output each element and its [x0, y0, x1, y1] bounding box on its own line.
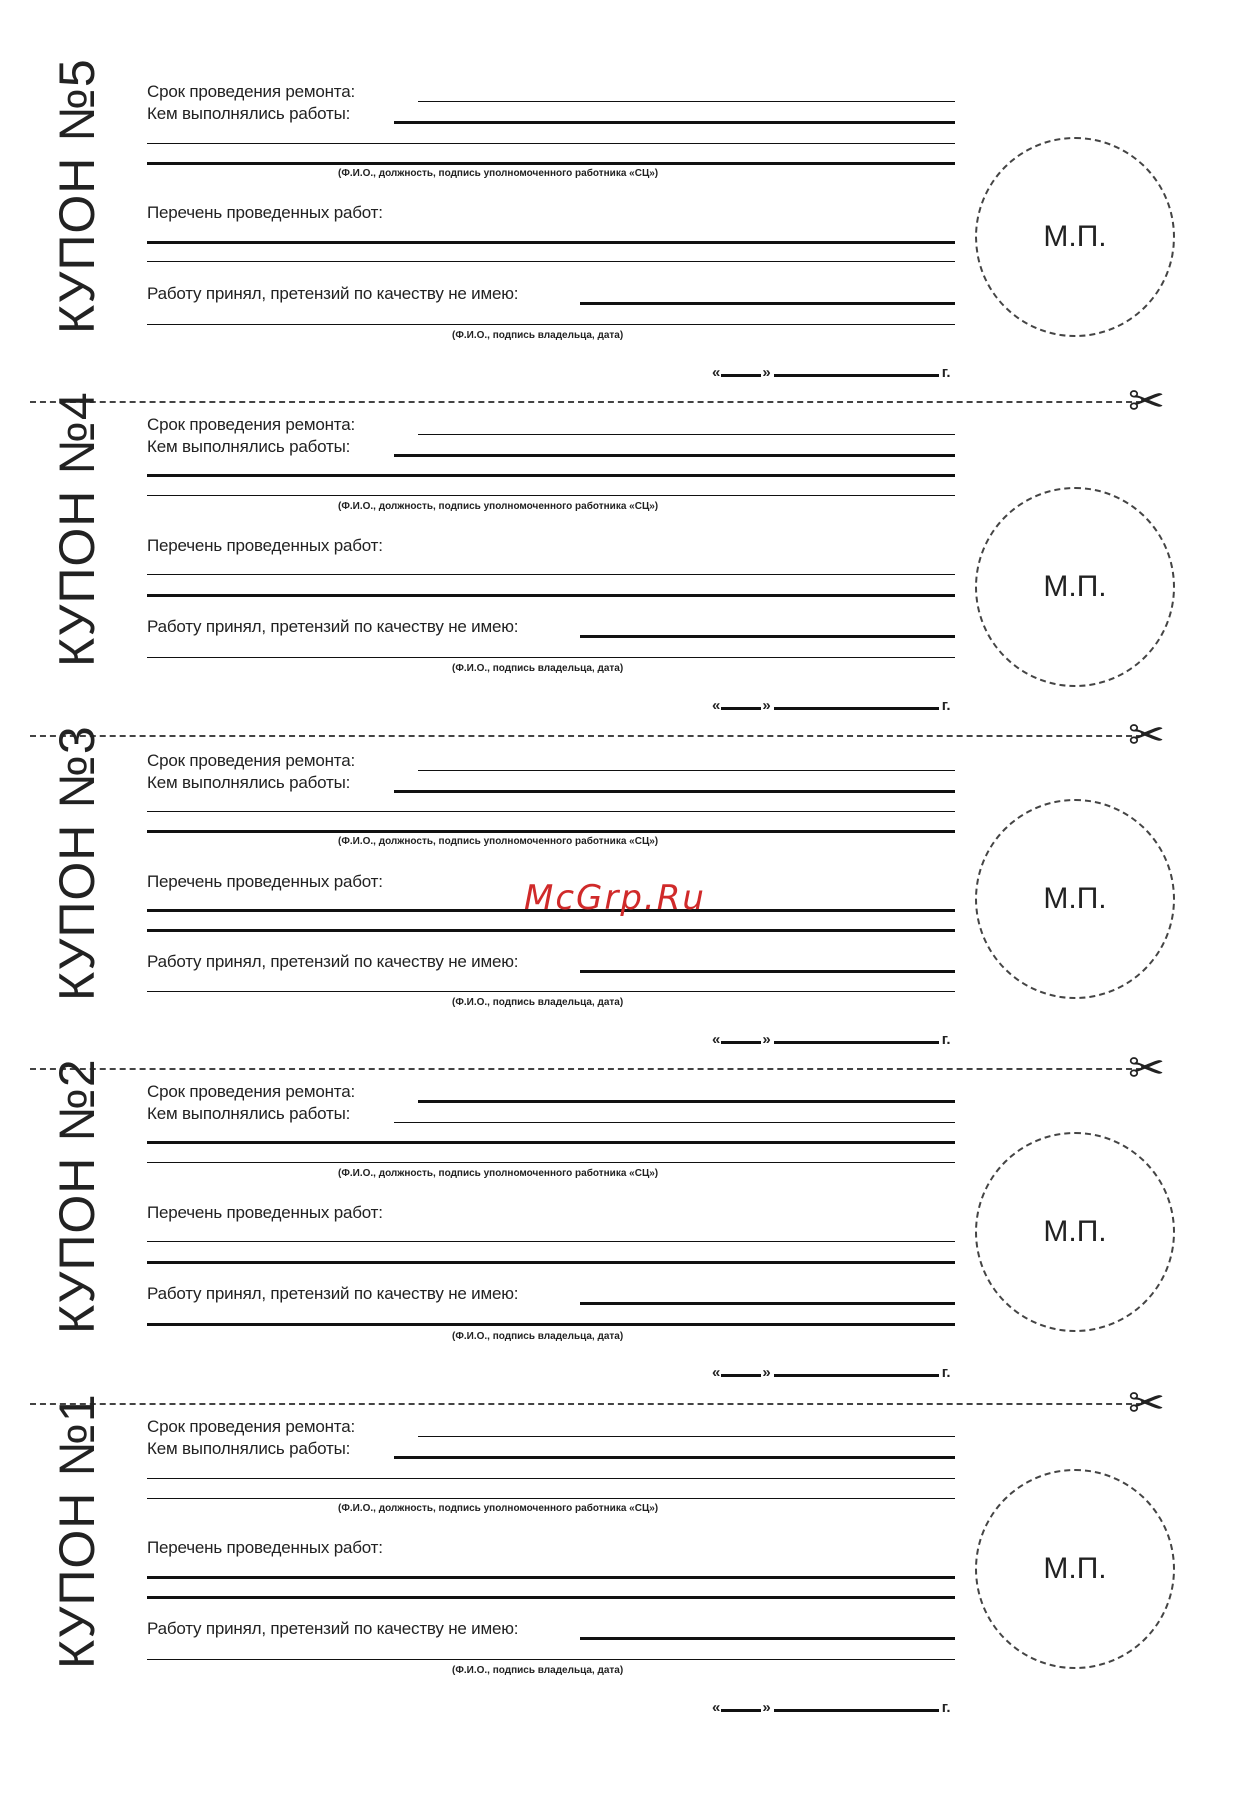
repair-period-label: Срок проведения ремонта:	[147, 415, 355, 434]
day-blank[interactable]	[721, 1362, 761, 1377]
works-list-label: Перечень проведенных работ:	[147, 203, 383, 222]
day-blank[interactable]	[721, 362, 761, 377]
repair-period-label: Срок проведения ремонта:	[147, 751, 355, 770]
day-blank[interactable]	[721, 695, 761, 710]
owner-caption: (Ф.И.О., подпись владельца, дата)	[452, 330, 624, 341]
repair-period-line[interactable]	[418, 1436, 955, 1437]
accepted-label: Работу принял, претензий по качеству не имею:	[147, 952, 519, 971]
seal-placeholder	[975, 487, 1175, 687]
date-field[interactable]	[712, 1029, 951, 1048]
owner-line[interactable]	[147, 1323, 955, 1326]
performer-line[interactable]	[394, 121, 955, 124]
year-suffix: г.	[941, 1031, 951, 1048]
accepted-line[interactable]	[580, 302, 955, 305]
date-field[interactable]	[712, 695, 951, 714]
works-line-1[interactable]	[147, 1576, 955, 1579]
owner-line[interactable]	[147, 657, 955, 658]
owner-caption: (Ф.И.О., подпись владельца, дата)	[452, 997, 624, 1008]
works-list-label: Перечень проведенных работ:	[147, 1203, 383, 1222]
month-year-blank[interactable]	[774, 695, 939, 710]
month-year-blank[interactable]	[774, 1697, 939, 1712]
works-line-2[interactable]	[147, 1596, 955, 1599]
year-suffix: г.	[941, 697, 951, 714]
performer-line-2[interactable]	[147, 1478, 955, 1479]
cut-line-1	[30, 401, 1142, 403]
scissors-icon: ✂	[1128, 1379, 1165, 1428]
cut-line-3	[30, 1068, 1142, 1070]
accepted-line[interactable]	[580, 970, 955, 973]
coupon-4	[0, 391, 1245, 739]
seal-label: М.П.	[1043, 882, 1107, 915]
performer-line-3[interactable]	[147, 1162, 955, 1163]
performer-line[interactable]	[394, 1122, 955, 1123]
accepted-label: Работу принял, претензий по качеству не имею:	[147, 1619, 519, 1638]
performer-line[interactable]	[394, 1456, 955, 1459]
performer-line-2[interactable]	[147, 1141, 955, 1144]
repair-period-line[interactable]	[418, 101, 955, 102]
repair-period-label: Срок проведения ремонта:	[147, 1082, 355, 1101]
cut-line-4	[30, 1403, 1142, 1405]
month-year-blank[interactable]	[774, 1029, 939, 1044]
month-year-blank[interactable]	[774, 1362, 939, 1377]
seal-placeholder	[975, 1469, 1175, 1669]
performer-label: Кем выполнялись работы:	[147, 773, 351, 792]
coupon-title: КУПОН №1	[49, 1393, 105, 1669]
performer-line-3[interactable]	[147, 495, 955, 496]
date-close-quote: »	[762, 1699, 771, 1716]
date-close-quote: »	[762, 364, 771, 381]
seal-label: М.П.	[1043, 570, 1107, 603]
owner-caption: (Ф.И.О., подпись владельца, дата)	[452, 663, 624, 674]
scissors-icon: ✂	[1128, 377, 1165, 426]
performer-line[interactable]	[394, 790, 955, 793]
owner-caption: (Ф.И.О., подпись владельца, дата)	[452, 1331, 624, 1342]
performer-line-3[interactable]	[147, 830, 955, 833]
month-year-blank[interactable]	[774, 362, 939, 377]
works-list-label: Перечень проведенных работ:	[147, 1538, 383, 1557]
works-line-1[interactable]	[147, 574, 955, 575]
works-line-1[interactable]	[147, 241, 955, 244]
seal-placeholder	[975, 799, 1175, 999]
watermark: McGrp.Ru	[524, 878, 706, 918]
date-field[interactable]	[712, 362, 951, 381]
performer-caption: (Ф.И.О., должность, подпись уполномоченного работника «СЦ»)	[338, 1168, 659, 1179]
owner-line[interactable]	[147, 324, 955, 325]
seal-label: М.П.	[1043, 1552, 1107, 1585]
seal-placeholder	[975, 137, 1175, 337]
performer-caption: (Ф.И.О., должность, подпись уполномоченного работника «СЦ»)	[338, 1503, 659, 1514]
accepted-line[interactable]	[580, 1302, 955, 1305]
coupon-1	[0, 1393, 1245, 1741]
repair-period-line[interactable]	[418, 1100, 955, 1103]
performer-line-2[interactable]	[147, 143, 955, 144]
coupon-title: КУПОН №3	[49, 725, 105, 1001]
works-line-2[interactable]	[147, 929, 955, 932]
performer-line-2[interactable]	[147, 474, 955, 477]
coupon-title: КУПОН №5	[49, 58, 105, 334]
performer-line-3[interactable]	[147, 162, 955, 165]
day-blank[interactable]	[721, 1029, 761, 1044]
coupon-title: КУПОН №4	[49, 391, 105, 667]
date-open-quote: «	[712, 1699, 721, 1716]
date-field[interactable]	[712, 1362, 951, 1381]
year-suffix: г.	[941, 364, 951, 381]
performer-line[interactable]	[394, 454, 955, 457]
coupon-title: КУПОН №2	[49, 1058, 105, 1334]
coupon-5	[0, 58, 1245, 406]
works-line-1[interactable]	[147, 1241, 955, 1242]
repair-period-label: Срок проведения ремонта:	[147, 1417, 355, 1436]
year-suffix: г.	[941, 1699, 951, 1716]
seal-label: М.П.	[1043, 1215, 1107, 1248]
performer-line-2[interactable]	[147, 811, 955, 812]
owner-line[interactable]	[147, 1659, 955, 1660]
works-line-2[interactable]	[147, 1261, 955, 1264]
works-line-2[interactable]	[147, 594, 955, 597]
works-list-label: Перечень проведенных работ:	[147, 536, 383, 555]
performer-label: Кем выполнялись работы:	[147, 437, 351, 456]
repair-period-line[interactable]	[418, 434, 955, 435]
cut-line-2	[30, 735, 1142, 737]
scissors-icon: ✂	[1128, 1044, 1165, 1093]
year-suffix: г.	[941, 1364, 951, 1381]
performer-line-3[interactable]	[147, 1498, 955, 1499]
date-open-quote: «	[712, 697, 721, 714]
performer-label: Кем выполнялись работы:	[147, 1439, 351, 1458]
performer-caption: (Ф.И.О., должность, подпись уполномоченного работника «СЦ»)	[338, 501, 659, 512]
date-close-quote: »	[762, 1031, 771, 1048]
performer-caption: (Ф.И.О., должность, подпись уполномоченного работника «СЦ»)	[338, 836, 659, 847]
owner-line[interactable]	[147, 991, 955, 992]
date-close-quote: »	[762, 1364, 771, 1381]
accepted-label: Работу принял, претензий по качеству не имею:	[147, 617, 519, 636]
seal-label: М.П.	[1043, 220, 1107, 253]
accepted-label: Работу принял, претензий по качеству не имею:	[147, 1284, 519, 1303]
accepted-line[interactable]	[580, 1637, 955, 1640]
performer-caption: (Ф.И.О., должность, подпись уполномоченного работника «СЦ»)	[338, 168, 659, 179]
seal-placeholder	[975, 1132, 1175, 1332]
date-close-quote: »	[762, 697, 771, 714]
works-line-2[interactable]	[147, 261, 955, 262]
repair-period-label: Срок проведения ремонта:	[147, 82, 355, 101]
performer-label: Кем выполнялись работы:	[147, 1104, 351, 1123]
coupon-2	[0, 1058, 1245, 1406]
accepted-line[interactable]	[580, 635, 955, 638]
date-open-quote: «	[712, 1364, 721, 1381]
day-blank[interactable]	[721, 1697, 761, 1712]
date-open-quote: «	[712, 1031, 721, 1048]
repair-period-line[interactable]	[418, 770, 955, 771]
works-list-label: Перечень проведенных работ:	[147, 872, 383, 891]
date-open-quote: «	[712, 364, 721, 381]
date-field[interactable]	[712, 1697, 951, 1716]
performer-label: Кем выполнялись работы:	[147, 104, 351, 123]
owner-caption: (Ф.И.О., подпись владельца, дата)	[452, 1665, 624, 1676]
scissors-icon: ✂	[1128, 711, 1165, 760]
accepted-label: Работу принял, претензий по качеству не имею:	[147, 284, 519, 303]
